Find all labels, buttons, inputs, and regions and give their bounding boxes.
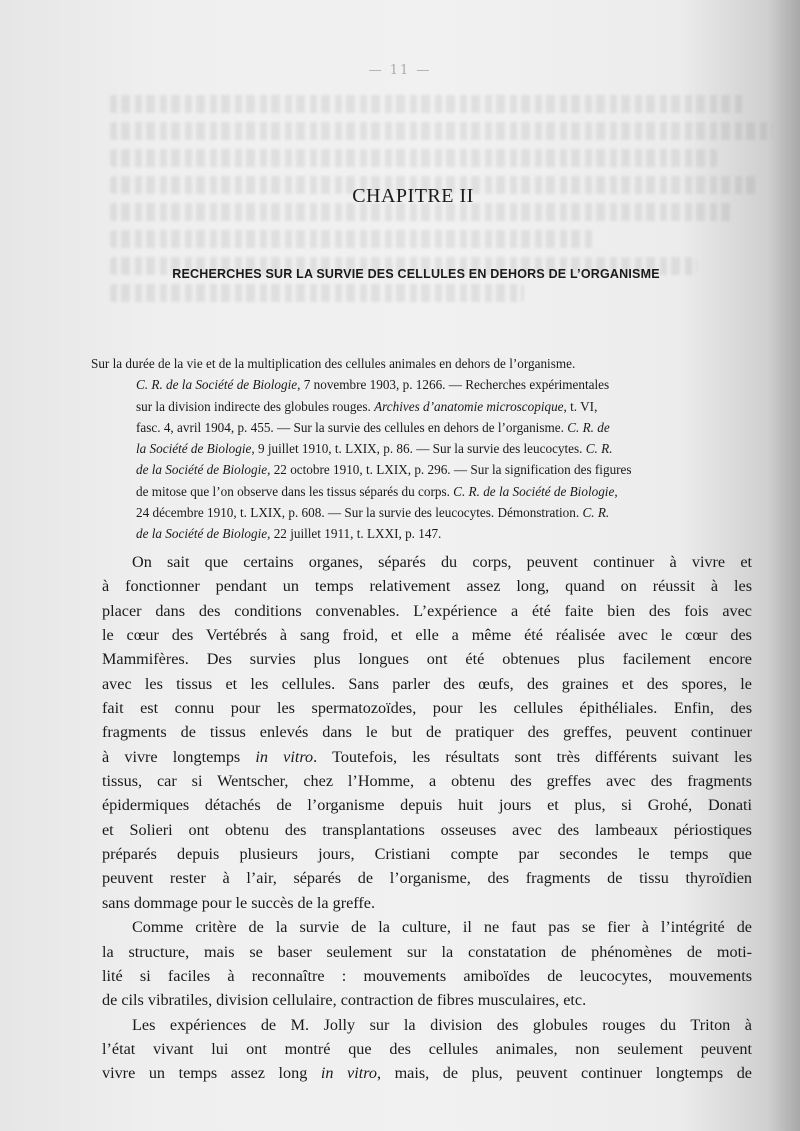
section-heading: RECHERCHES SUR LA SURVIE DES CELLULES EN DEHORS DE L’ORGANISME (172, 267, 660, 281)
reference-list (91, 353, 771, 545)
reference-line: 24 décembre 1910, t. LXIX, p. 608. — Sur la survie des leucocytes. Démonstration. C. R. (136, 505, 610, 521)
paragraph-line: à fonctionner pendant un temps relativement assez long, quand on réussit à les (102, 577, 752, 596)
paragraph-line: Les expériences de M. Jolly sur la division des globules rouges du Triton à (132, 1015, 752, 1034)
paragraph-line: fait est connu pour les spermatozoïdes, pour les cellules épithéliales. Enfin, des (102, 699, 752, 718)
paragraph-line: peuvent rester à l’air, séparés de l’organisme, des fragments de tissu thyroïdien (102, 869, 752, 888)
paragraph-line: Comme critère de la survie de la culture, il ne faut pas se fier à l’intégrité de (132, 918, 752, 937)
reference-line: C. R. de la Société de Biologie, 7 novembre 1903, p. 1266. — Recherches expérimentales (136, 377, 610, 393)
body-text (102, 550, 752, 1086)
reference-line: Sur la durée de la vie et de la multiplication des cellules animales en dehors de l’organisme. (91, 356, 576, 371)
paragraph-line: le cœur des Vertébrés à sang froid, et elle a même été réalisée avec le cœur des (102, 626, 752, 645)
paragraph-line: tissus, car si Wentscher, chez l’Homme, a obtenu des greffes avec des fragments (102, 772, 752, 791)
reference-line: de la Société de Biologie, 22 juillet 1911, t. LXXI, p. 147. (136, 526, 442, 542)
paragraph-line: épidermiques détachés de l’organisme depuis huit jours et plus, si Grohé, Donati (102, 796, 752, 815)
reference-line: fasc. 4, avril 1904, p. 455. — Sur la survie des cellules en dehors de l’organisme. C. R. de (136, 419, 610, 435)
paragraph-line: et Solieri ont obtenu des transplantations osseuses avec des lambeaux périostiques (102, 820, 752, 839)
paragraph-line: fragments de tissus enlevés dans le but de pratiquer des greffes, peuvent continuer (102, 723, 752, 742)
paragraph-line: préparés depuis plusieurs jours, Cristiani compte par secondes le temps que (102, 845, 752, 864)
paragraph-line: avec les tissus et les cellules. Sans parler des œufs, des graines et des spores, le (102, 674, 752, 693)
paragraph-line: On sait que certains organes, séparés du corps, peuvent continuer à vivre et (132, 553, 752, 571)
paragraph-line: lité si faciles à reconnaître : mouvements amiboïdes de leucocytes, mouvements (102, 966, 752, 985)
bleed-through-text (110, 95, 800, 335)
paragraph-line: l’état vivant lui ont montré que des cellules animales, non seulement peuvent (102, 1039, 752, 1058)
reference-line: la Société de Biologie, 9 juillet 1910, t. LXIX, p. 86. — Sur la survie des leucocytes. C. R. (136, 441, 613, 457)
paragraph-line: vivre un temps assez long in vitro, mais, de plus, peuvent continuer longtemps de (102, 1064, 752, 1083)
paragraph-line: la structure, mais se baser seulement sur la constatation de phénomènes de moti- (102, 942, 752, 961)
reference-line: sur la division indirecte des globules rouges. Archives d’anatomie microscopique, t. VI, (136, 398, 598, 414)
paragraph-line: à vivre longtemps in vitro. Toutefois, les résultats sont très différents suivant les (102, 747, 752, 766)
paragraph-line: placer dans des conditions convenables. L’expérience a été faite bien des fois avec (102, 601, 752, 620)
paragraph-line: de cils vibratiles, division cellulaire, contraction de fibres musculaires, etc. (102, 991, 587, 1010)
reference-line: de la Société de Biologie, 22 octobre 1910, t. LXIX, p. 296. — Sur la signification des figures (136, 462, 632, 478)
page-number: — 11 — (368, 63, 432, 78)
paragraph-line: Mammifères. Des survies plus longues ont été obtenues plus facilement encore (102, 650, 752, 669)
reference-line: de mitose que l’on observe dans les tissus séparés du corps. C. R. de la Société de Biologie, (136, 483, 618, 499)
chapter-title: CHAPITRE II (352, 185, 474, 207)
paragraph-line: sans dommage pour le succès de la greffe. (102, 893, 375, 912)
